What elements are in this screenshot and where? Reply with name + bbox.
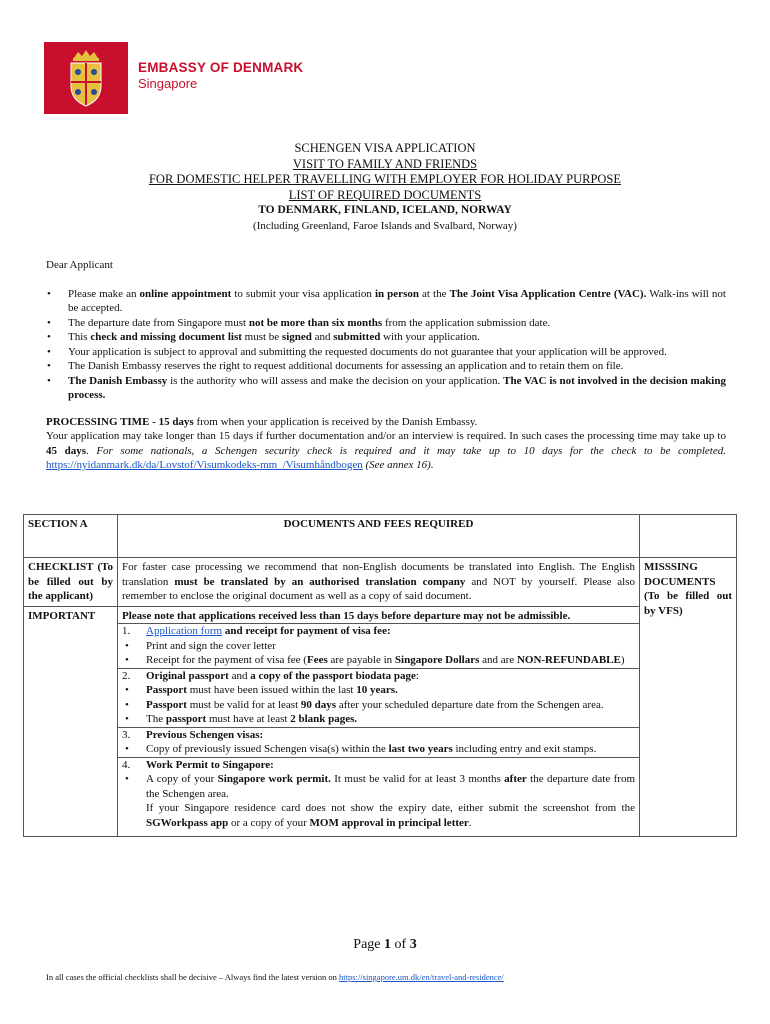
bullet-approval: • Your application is subject to approval and submitting the requested documents do not guarantee that your application will be approved. bbox=[46, 345, 726, 360]
important-content bbox=[118, 606, 640, 837]
section-label: SECTION A bbox=[24, 515, 118, 558]
intro-bullet-list bbox=[46, 287, 726, 403]
footer-note: In all cases the official checklists shall be decisive – Always find the latest version on https://singapore.um.dk/en/travel-and-residence/ bbox=[46, 972, 504, 982]
checklist-text: For faster case processing we recommend that non-English documents be translated into English. The English translation must be translated by an authorised translation company and NOT by yourself. Please also remember to enclose the original document as well as a copy of said document. bbox=[118, 558, 640, 607]
bullet-additional-documents: • The Danish Embassy reserves the right to request additional documents for assessing an application and to retain them on file. bbox=[46, 359, 726, 374]
important-label: IMPORTANT bbox=[24, 606, 118, 837]
item-passport: 2. Original passport and a copy of the passport biodata page: • Passport must have been issued within the last 10 years. • Passport must be valid for at least 90 days after your scheduled departure date from the Schengen area. • The passport must have at least 2 blank pages. bbox=[118, 668, 639, 727]
checklist-row bbox=[24, 558, 737, 607]
embassy-brand bbox=[138, 60, 303, 92]
missing-documents-label: MISSSING DOCUMENTS (To be filled out by VFS) bbox=[640, 558, 737, 837]
bullet-appointment: • Please make an online appointment to submit your visa application in person at the The Joint Visa Application Centre (VAC). Walk-ins will not be accepted. bbox=[46, 287, 726, 316]
processing-time: PROCESSING TIME - 15 days from when your application is received by the Danish Embassy. Your application may take longer than 15 days if further documentation and/or an interview is required. In such cases the processing time may take up to 45 days. For some nationals, a Schengen security check is required and it may take up to 10 days for the check to be completed. https://nyidanmark.dk/da/Lovstof/Visumkodeks-mm_/Visumhåndbogen (See annex 16). bbox=[46, 415, 726, 471]
table-header-row bbox=[24, 515, 737, 558]
important-text: Please note that applications received less than 15 days before departure may not be admissible. bbox=[122, 609, 571, 622]
heading-line-2: VISIT TO FAMILY AND FRIENDS bbox=[292, 156, 478, 171]
page-number: Page 1 of 3 bbox=[353, 937, 417, 952]
heading-line-1: SCHENGEN VISA APPLICATION bbox=[294, 141, 476, 155]
greeting: Dear Applicant bbox=[46, 259, 113, 271]
heading-line-3: FOR DOMESTIC HELPER TRAVELLING WITH EMPLOYER FOR HOLIDAY PURPOSE bbox=[148, 172, 622, 186]
item-application-form: 1. Application form and receipt for payment of visa fee: • Print and sign the cover letter • Receipt for the payment of visa fee (Fees are payable in Singapore Dollars and are NON-REFUNDABLE) bbox=[118, 623, 639, 668]
important-row bbox=[24, 606, 737, 837]
document-heading bbox=[0, 141, 770, 234]
bullet-checklist: • This check and missing document list must be signed and submitted with your application. bbox=[46, 330, 726, 345]
checklist-label: CHECKLIST (To be filled out by the applicant) bbox=[24, 558, 118, 607]
heading-line-6: (Including Greenland, Faroe Islands and Svalbard, Norway) bbox=[253, 219, 517, 232]
item-work-permit: 4. Work Permit to Singapore: • A copy of your Singapore work permit. It must be valid for at least 3 months after the departure date from the Schengen area. If your Singapore residence card does not show the expiry date, either submit the screenshot from the SGWorkpass app or a copy of your MOM approval in principal letter. bbox=[118, 757, 639, 831]
requirements-table bbox=[23, 514, 737, 837]
embassy-website-link[interactable]: https://singapore.um.dk/en/travel-and-residence/ bbox=[339, 972, 504, 982]
danish-coat-of-arms-logo bbox=[44, 42, 128, 114]
docs-header: DOCUMENTS AND FEES REQUIRED bbox=[118, 515, 640, 558]
bullet-departure-date: • The departure date from Singapore must not be more than six months from the application submission date. bbox=[46, 316, 726, 331]
application-form-link[interactable]: Application form bbox=[146, 625, 223, 637]
heading-line-5: TO DENMARK, FINLAND, ICELAND, NORWAY bbox=[258, 204, 512, 216]
intro-section bbox=[46, 258, 726, 473]
visa-handbook-link[interactable]: https://nyidanmark.dk/da/Lovstof/Visumkodeks-mm_/Visumhåndbogen bbox=[46, 459, 363, 471]
bullet-authority: • The Danish Embassy is the authority who will assess and make the decision on your application. The VAC is not involved in the decision making process. bbox=[46, 374, 726, 403]
header-empty-cell bbox=[640, 515, 737, 558]
item-previous-visas: 3. Previous Schengen visas: • Copy of previously issued Schengen visa(s) within the last two years including entry and exit stamps. bbox=[118, 727, 639, 757]
heading-line-4: LIST OF REQUIRED DOCUMENTS bbox=[288, 187, 482, 202]
brand-subtitle: Singapore bbox=[138, 76, 198, 91]
brand-title: EMBASSY OF DENMARK bbox=[138, 60, 304, 75]
